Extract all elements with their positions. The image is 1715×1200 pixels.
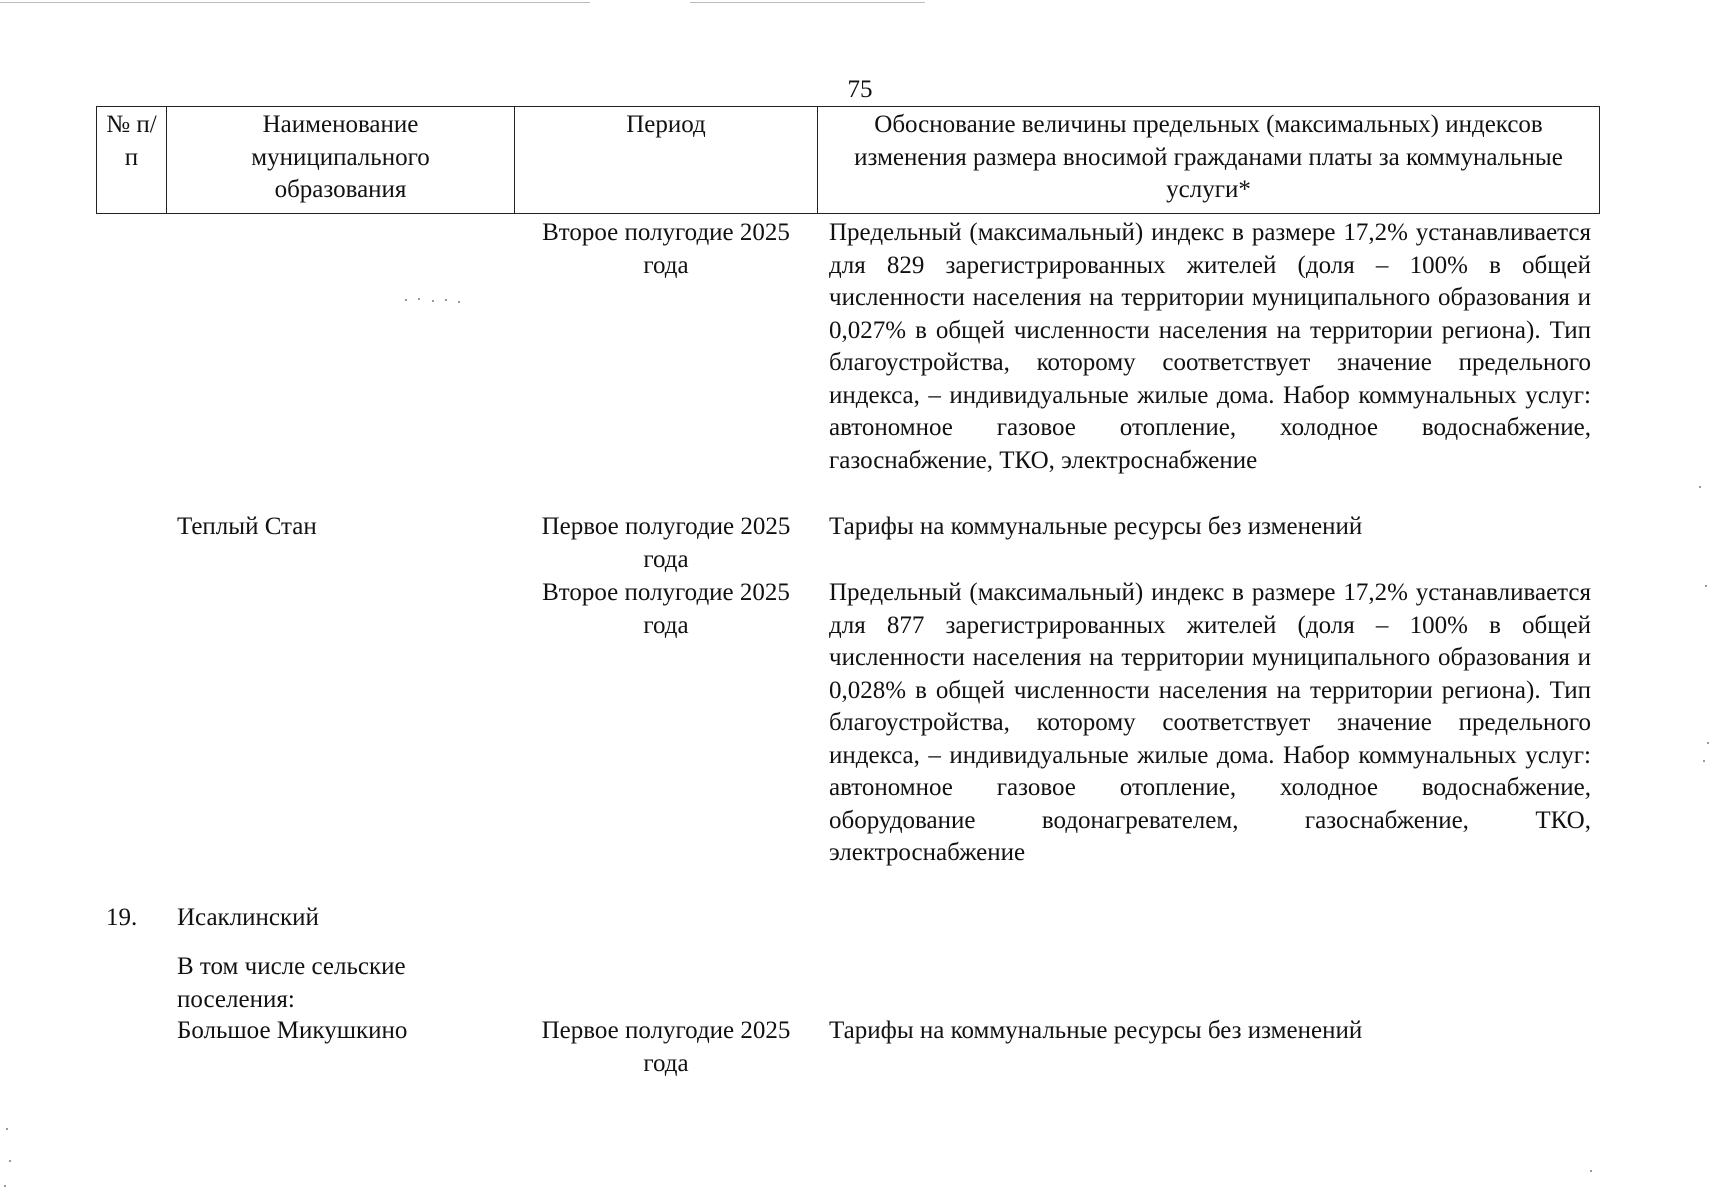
- scan-speck: [418, 298, 420, 300]
- header-period: Период: [515, 107, 818, 214]
- row-period: Первое полугодие 2025 года: [541, 1017, 791, 1077]
- table-header: [96, 106, 1600, 214]
- page-number: 75: [847, 76, 873, 103]
- row-period: Второе полугодие 2025 года: [542, 219, 790, 279]
- scan-speck: [1590, 1170, 1592, 1172]
- scan-speck: [405, 299, 407, 301]
- scan-speck: [1705, 585, 1707, 587]
- scan-speck: [445, 299, 447, 301]
- header-justification: Обоснование величины предельных (максимальных) индексов изменения размера вносимой гражданами платы за коммунальные услуги*: [818, 107, 1600, 214]
- scan-speck: [9, 1160, 11, 1162]
- row-justification: Тарифы на коммунальные ресурсы без изменений: [829, 513, 1363, 540]
- scan-speck: [6, 1128, 8, 1130]
- row-subheading: В том числе сельские поселения:: [177, 953, 406, 1013]
- scan-speck: [4, 1185, 6, 1187]
- scan-speck: [432, 300, 434, 302]
- row-period: Первое полугодие 2025 года: [541, 513, 791, 573]
- row-period: Второе полугодие 2025 года: [542, 579, 790, 639]
- row-justification: Предельный (максимальный) индекс в размере 17,2% устанавливается для 877 зарегистрированных жителей (доля – 100% в общей численности населения на территории муниципального образования и 0,028% в общей численности населения на территории региона). Тип благоустройства, которому соответствует значение предельного индекса, – индивидуальные жилые дома. Набор коммунальных услуг: автономное газовое отопление, холодное водоснабжение, оборудование водонагревателем, газоснабжение, ТКО, электроснабжение: [829, 579, 1591, 866]
- row-number: 19.: [106, 904, 138, 931]
- scan-speck: [458, 301, 460, 303]
- scan-line: [0, 2, 590, 3]
- row-name: Исаклинский: [177, 904, 319, 931]
- header-name: Наименование муниципального образования: [167, 107, 515, 214]
- row-justification: Тарифы на коммунальные ресурсы без изменений: [829, 1017, 1363, 1044]
- row-name: Теплый Стан: [177, 513, 317, 540]
- row-justification: Предельный (максимальный) индекс в размере 17,2% устанавливается для 829 зарегистрированных жителей (доля – 100% в общей численности населения на территории муниципального образования и 0,027% в общей численности населения на территории региона). Тип благоустройства, которому соответствует значение предельного индекса, – индивидуальные жилые дома. Набор коммунальных услуг: автономное газовое отопление, холодное водоснабжение, газоснабжение, ТКО, электроснабжение: [829, 219, 1591, 474]
- scan-speck: [1699, 486, 1701, 488]
- row-name: Большое Микушкино: [177, 1017, 408, 1044]
- scan-speck: [1703, 760, 1705, 762]
- scan-line: [690, 2, 925, 3]
- header-number: № п/п: [97, 107, 167, 214]
- scan-speck: [1707, 742, 1709, 744]
